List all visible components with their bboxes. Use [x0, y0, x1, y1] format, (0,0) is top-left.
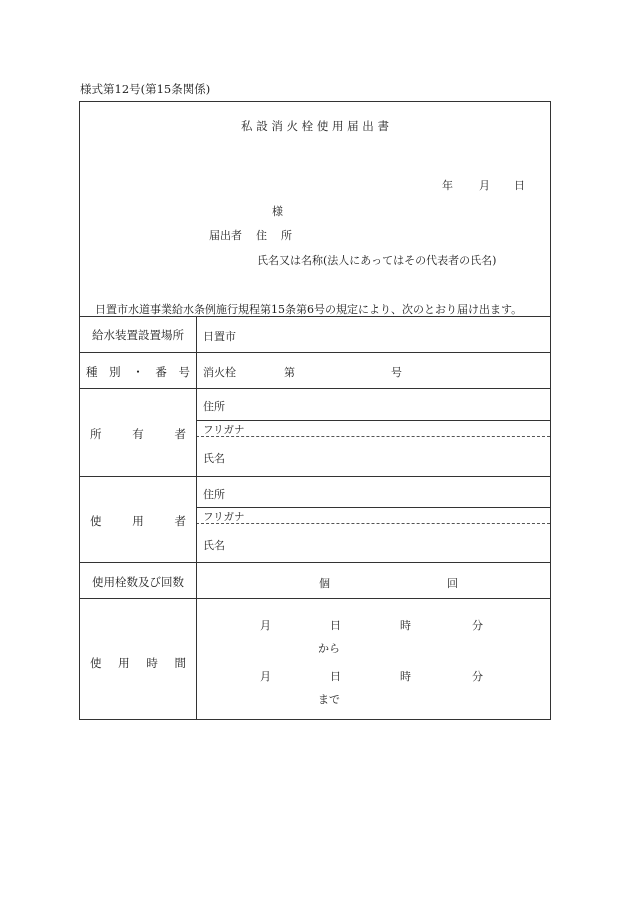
start-minute-label: 分 [472, 619, 483, 632]
row-divider [80, 388, 550, 389]
end-minute-label: 分 [472, 670, 483, 683]
date-day-label: 日 [514, 179, 525, 192]
statement-text: 日置市水道事業給水条例施行規程第15条第6号の規定により、次のとおり届け出ます。 [95, 303, 523, 316]
user-name-label: 氏名 [203, 539, 225, 552]
time-label [86, 655, 190, 671]
dashed-divider [196, 523, 550, 524]
applicant-label: 届出者 [209, 229, 242, 242]
row-divider [80, 316, 550, 317]
start-hour-label: 時 [400, 619, 411, 632]
application-form [79, 101, 551, 720]
number-prefix: 第 [284, 366, 295, 379]
count-label: 使用栓数及び回数 [92, 575, 184, 589]
location-value: 日置市 [203, 330, 236, 343]
label-char: 種 [86, 365, 98, 379]
owner-furigana-label: フリガナ [203, 424, 245, 436]
owner-name-label: 氏名 [203, 452, 225, 465]
row-divider [80, 562, 550, 563]
row-divider [80, 476, 550, 477]
start-month-label: 月 [260, 619, 271, 632]
owner-label [86, 426, 190, 442]
form-title: 私 設 消 火 栓 使 用 届 出 書 [241, 119, 389, 133]
column-divider [196, 317, 197, 720]
label-char: 使 [90, 514, 102, 528]
applicant-address-label-2: 所 [281, 229, 292, 242]
applicant-address-label: 住 [256, 229, 267, 242]
type-number-label [86, 364, 190, 380]
end-hour-label: 時 [400, 670, 411, 683]
date-month-label: 月 [479, 179, 490, 192]
label-char: 別 [109, 365, 121, 379]
form-style-label: 様式第12号(第15条関係) [80, 82, 211, 96]
label-char: 有 [132, 427, 144, 441]
end-month-label: 月 [260, 670, 271, 683]
label-char: 間 [174, 656, 186, 670]
label-char: 号 [178, 365, 190, 379]
label-char: 者 [174, 514, 186, 528]
from-label: から [318, 642, 340, 655]
row-divider [196, 507, 550, 508]
addressee-suffix: 様 [272, 205, 283, 218]
label-char: 番 [155, 365, 167, 379]
row-divider [196, 420, 550, 421]
applicant-name-label: 氏名又は名称(法人にあってはその代表者の氏名) [257, 254, 497, 267]
until-label: まで [318, 693, 340, 706]
end-day-label: 日 [330, 670, 341, 683]
label-char: ・ [132, 365, 144, 379]
count-units-label: 個 [319, 577, 330, 590]
owner-address-label: 住所 [203, 400, 225, 413]
label-char: 用 [132, 514, 144, 528]
dashed-divider [196, 436, 550, 437]
start-day-label: 日 [330, 619, 341, 632]
user-address-label: 住所 [203, 488, 225, 501]
user-furigana-label: フリガナ [203, 511, 245, 523]
number-suffix: 号 [391, 366, 402, 379]
row-divider [80, 352, 550, 353]
hydrant-type-value: 消火栓 [203, 366, 236, 379]
label-char: 所 [90, 427, 102, 441]
count-times-label: 回 [447, 577, 458, 590]
user-label [86, 513, 190, 529]
label-char: 用 [118, 656, 130, 670]
label-char: 使 [90, 656, 102, 670]
date-year-label: 年 [442, 179, 453, 192]
location-label: 給水装置設置場所 [92, 328, 184, 342]
row-divider [80, 598, 550, 599]
label-char: 者 [174, 427, 186, 441]
label-char: 時 [146, 656, 158, 670]
